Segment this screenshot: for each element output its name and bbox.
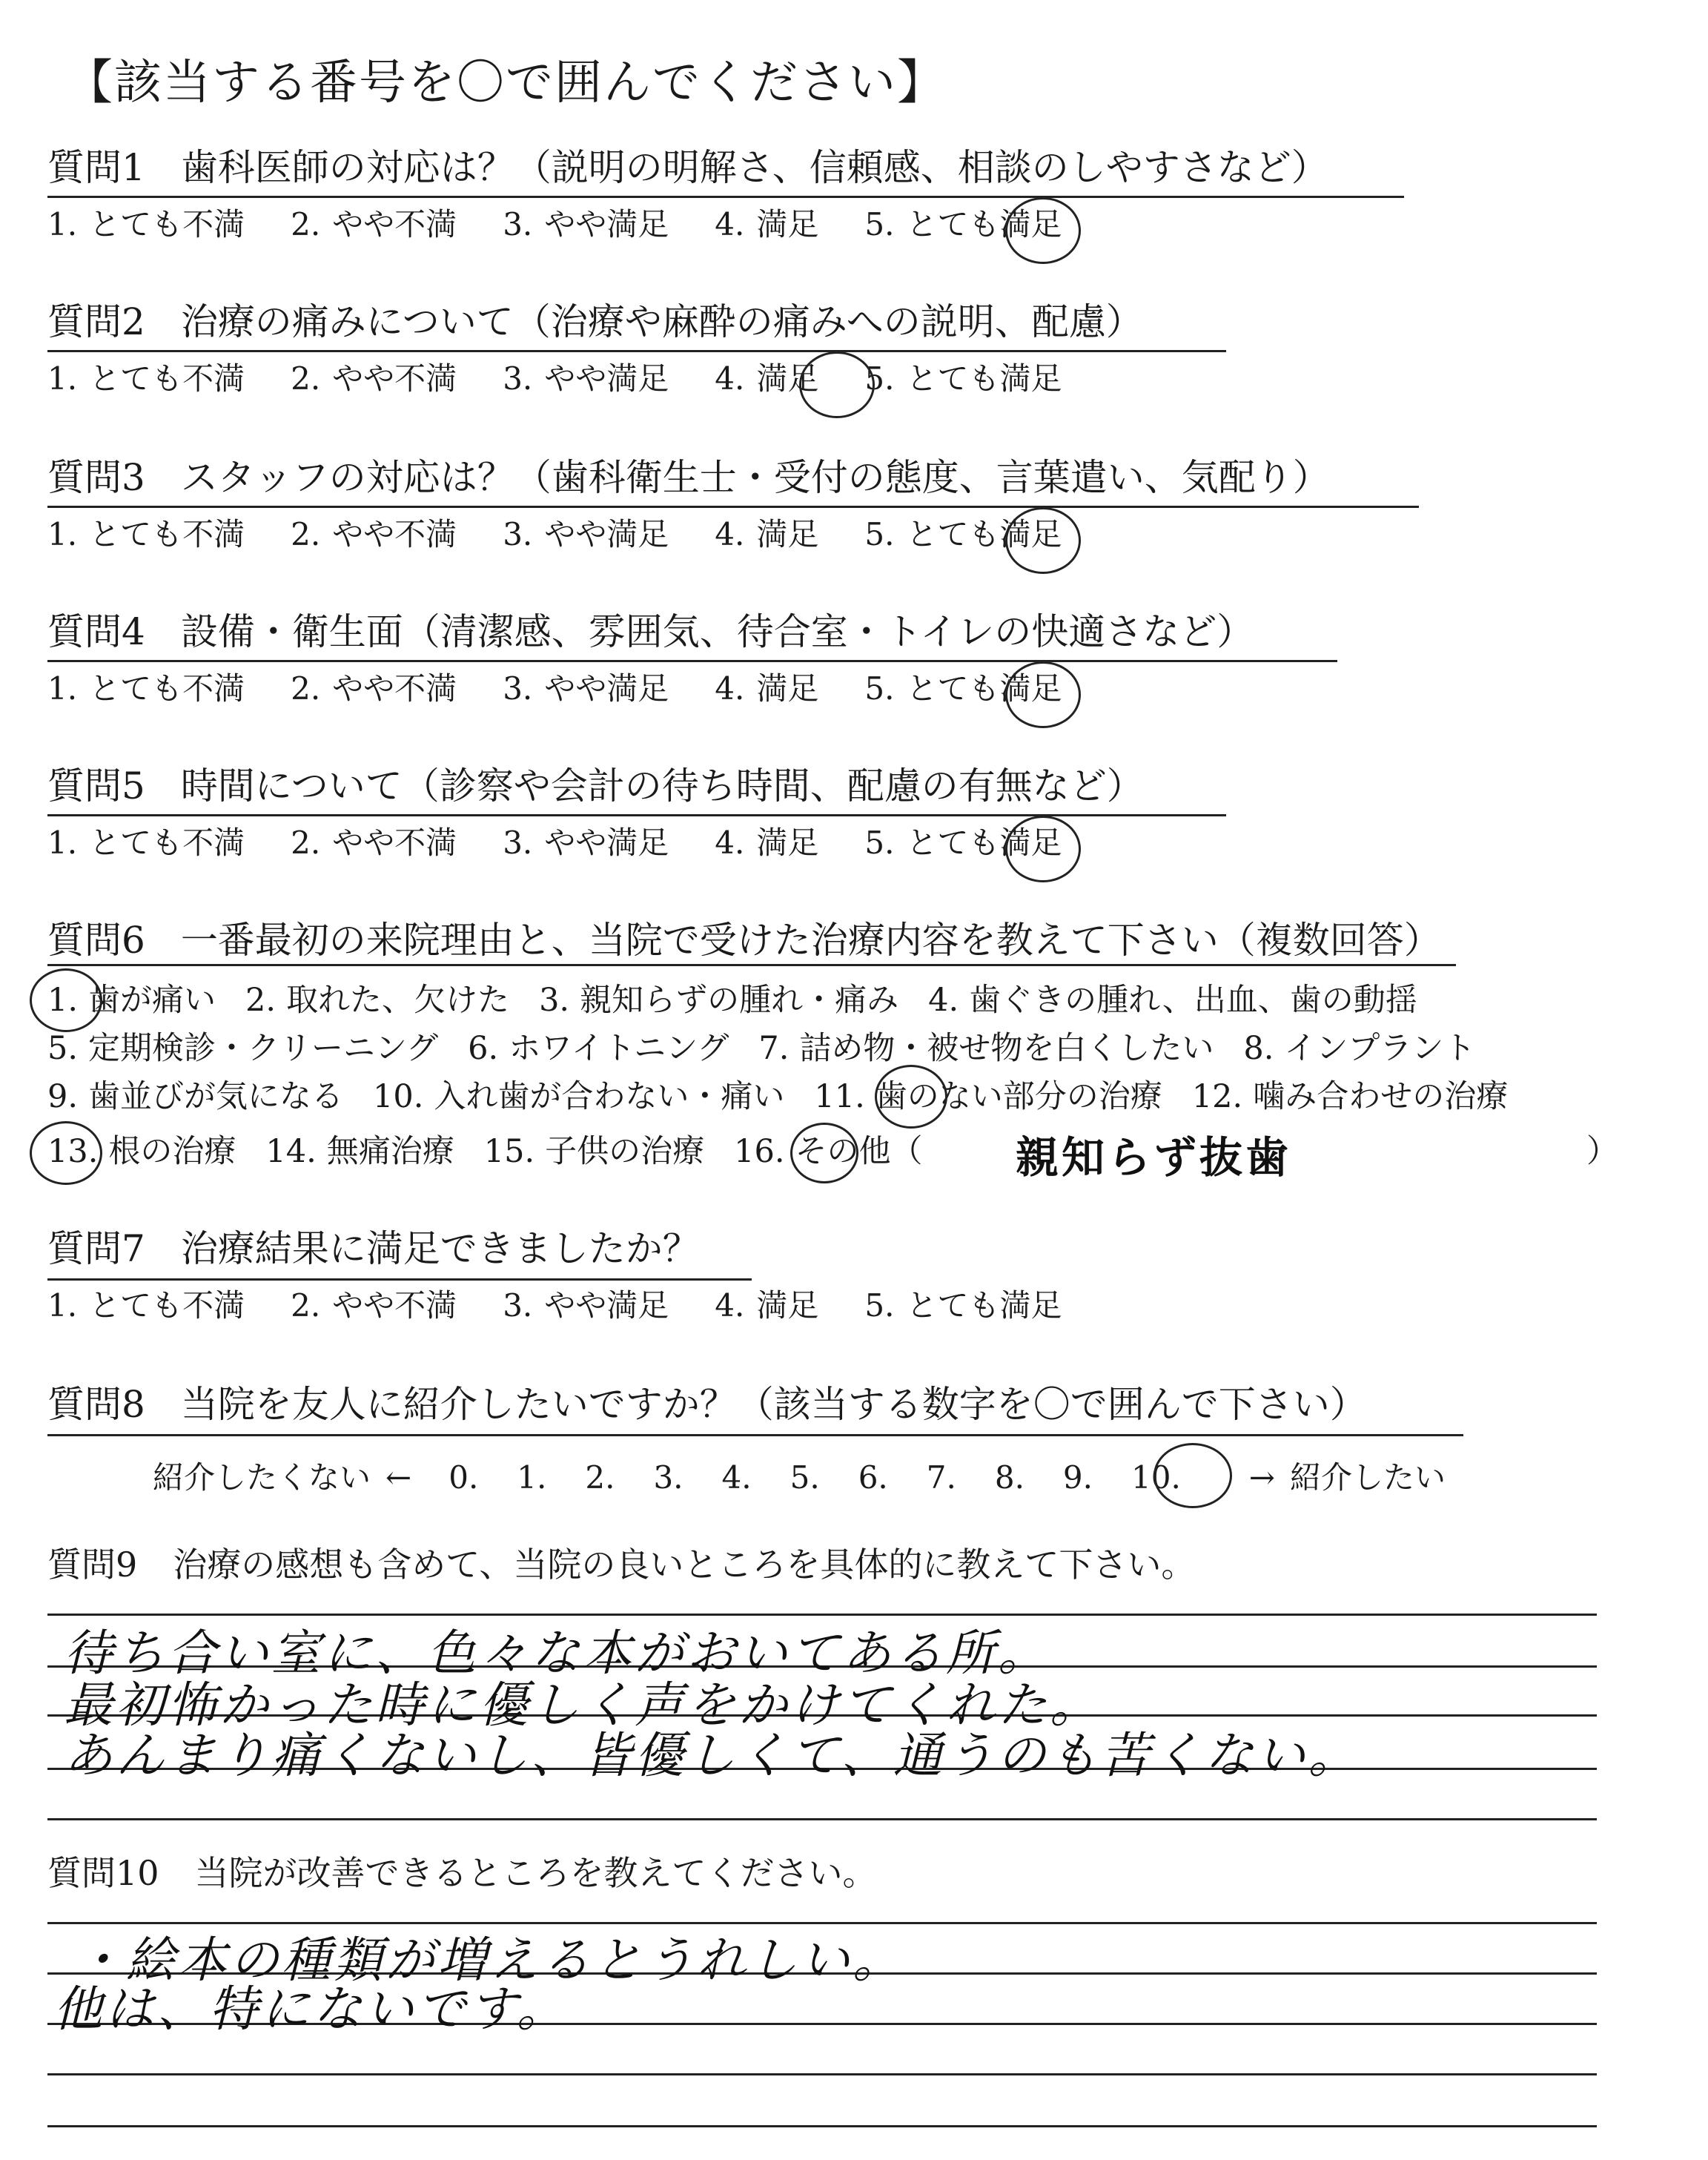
q8-title	[47, 1382, 1367, 1431]
q6-option-9[interactable]: 9. 歯並びが気になる	[47, 1078, 344, 1115]
q4-option-2[interactable]: 2. やや不満	[291, 670, 457, 707]
q8-right-arrow: →	[1248, 1459, 1275, 1496]
q8-scale-7[interactable]: 7.	[926, 1459, 956, 1496]
q5-label: 質問5	[47, 764, 145, 807]
q8-underline	[47, 1434, 1463, 1436]
q8-scale-9[interactable]: 9.	[1062, 1459, 1093, 1496]
q6-circle-1	[30, 968, 102, 1032]
q2-options	[47, 360, 1108, 397]
q9-label: 質問9	[47, 1545, 138, 1585]
q2-option-3[interactable]: 3. やや満足	[503, 360, 669, 397]
q6-other-handwritten: 親知らず抜歯	[1016, 1132, 1292, 1183]
q4-underline	[47, 660, 1337, 662]
q9-answer-line-2: 最初怖かった時に優しく声をかけてくれた。	[64, 1677, 1102, 1734]
q6-option-4[interactable]: 4. 歯ぐきの腫れ、出血、歯の動揺	[928, 982, 1417, 1019]
q8-right-label: 紹介したい	[1290, 1459, 1446, 1496]
q6-option-10[interactable]: 10. 入れ歯が合わない・痛い	[373, 1078, 785, 1115]
q6-row-2	[47, 1028, 1505, 1069]
q8-left-arrow: ←	[385, 1459, 412, 1496]
q8-scale-6[interactable]: 6.	[858, 1459, 888, 1496]
q7-underline	[47, 1278, 752, 1281]
q5-option-5[interactable]: 5. とても満足	[864, 825, 1062, 861]
page-title: 【該当する番号を〇で囲んでください】	[65, 56, 946, 110]
q6-row-3	[47, 1077, 1537, 1117]
q3-option-2[interactable]: 2. やや不満	[291, 516, 457, 552]
q10-rule-5	[47, 2125, 1597, 2127]
q1-option-2[interactable]: 2. やや不満	[291, 206, 457, 242]
q8-circle-10	[1153, 1443, 1232, 1508]
q4-option-3[interactable]: 3. やや満足	[503, 670, 669, 707]
q1-option-3[interactable]: 3. やや満足	[503, 206, 669, 242]
q7-title	[47, 1226, 700, 1275]
q1-option-5[interactable]: 5. とても満足	[864, 206, 1062, 242]
q10-answer-line-2: 他は、特にないです。	[53, 1981, 569, 2038]
q10-answer-line-1: ・絵本の種類が増えるとうれしい。	[74, 1932, 904, 1989]
q7-options	[47, 1287, 1108, 1324]
q6-option-8[interactable]: 8. インプラント	[1243, 1030, 1476, 1067]
q2-label: 質問2	[47, 300, 145, 343]
q3-options	[47, 516, 1108, 553]
q8-scale-10[interactable]: 10.	[1131, 1459, 1181, 1496]
q4-text: 設備・衛生面（清潔感、雰囲気、待合室・トイレの快適さなど）	[180, 610, 1254, 653]
q9-answer-line-3: あんまり痛くないし、皆優しくて、通うのも苦くない。	[64, 1727, 1360, 1784]
q7-label: 質問7	[47, 1227, 145, 1270]
q5-option-3[interactable]: 3. やや満足	[503, 825, 669, 861]
q6-option-2[interactable]: 2. 取れた、欠けた	[245, 982, 510, 1019]
q7-text: 治療結果に満足できましたか？	[180, 1227, 700, 1270]
q10-label: 質問10	[47, 1853, 159, 1893]
q8-scale-1[interactable]: 1.	[517, 1459, 547, 1496]
q3-option-1[interactable]: 1. とても不満	[47, 516, 245, 552]
q6-label: 質問6	[47, 919, 145, 962]
q6-option-16[interactable]: 16. その他（	[734, 1133, 923, 1170]
q6-circle-11	[875, 1065, 947, 1129]
q5-title	[47, 764, 1144, 813]
q8-scale-3[interactable]: 3.	[653, 1459, 683, 1496]
q3-title	[47, 455, 1330, 504]
q3-text: スタッフの対応は？（歯科衛生士・受付の態度、言葉遣い、気配り）	[180, 456, 1330, 499]
q5-option-4[interactable]: 4. 満足	[715, 825, 819, 861]
q6-option-12[interactable]: 12. 噛み合わせの治療	[1191, 1078, 1509, 1115]
q4-title	[47, 610, 1254, 658]
q6-row-1	[47, 980, 1447, 1020]
q6-option-13[interactable]: 13. 根の治療	[47, 1133, 236, 1170]
q2-text: 治療の痛みについて（治療や麻酔の痛みへの説明、配慮）	[180, 300, 1143, 343]
q6-title	[47, 918, 1441, 967]
q5-options	[47, 825, 1108, 862]
q3-option-3[interactable]: 3. やや満足	[503, 516, 669, 552]
q7-option-4[interactable]: 4. 満足	[715, 1287, 819, 1324]
q8-label: 質問8	[47, 1383, 145, 1426]
q5-selected-circle	[1005, 816, 1081, 882]
q1-label: 質問1	[47, 146, 145, 189]
q8-text: 当院を友人に紹介したいですか？（該当する数字を〇で囲んで下さい）	[180, 1383, 1367, 1426]
q5-option-2[interactable]: 2. やや不満	[291, 825, 457, 861]
q8-left-label: 紹介したくない	[153, 1459, 371, 1496]
q3-option-5[interactable]: 5. とても満足	[864, 516, 1062, 552]
q6-underline	[47, 964, 1456, 966]
q7-option-5[interactable]: 5. とても満足	[864, 1287, 1062, 1324]
q9-rule-5	[47, 1818, 1597, 1820]
q3-selected-circle	[1005, 507, 1081, 574]
q1-option-1[interactable]: 1. とても不満	[47, 206, 245, 242]
q6-text: 一番最初の来院理由と、当院で受けた治療内容を教えて下さい（複数回答）	[180, 919, 1441, 962]
q4-options	[47, 670, 1108, 707]
q6-close-paren: ）	[1586, 1133, 1618, 1170]
q4-option-5[interactable]: 5. とても満足	[864, 670, 1062, 707]
q10-rule-4	[47, 2073, 1597, 2075]
q1-text: 歯科医師の対応は？（説明の明解さ、信頼感、相談のしやすさなど）	[180, 146, 1328, 189]
q6-option-6[interactable]: 6. ホワイトニング	[468, 1030, 729, 1067]
q1-options	[47, 206, 1108, 243]
q9-answer-line-1: 待ち合い室に、色々な本がおいてある所。	[64, 1625, 1050, 1682]
q6-option-5[interactable]: 5. 定期検診・クリーニング	[47, 1030, 439, 1067]
q6-circle-16	[790, 1123, 858, 1183]
q8-scale	[153, 1453, 1446, 1498]
q1-option-4[interactable]: 4. 満足	[715, 206, 819, 242]
q10-text: 当院が改善できるところを教えてください。	[194, 1853, 877, 1893]
q9-text: 治療の感想も含めて、当院の良いところを具体的に教えて下さい。	[173, 1545, 1196, 1585]
q4-option-1[interactable]: 1. とても不満	[47, 670, 245, 707]
q8-scale-5[interactable]: 5.	[790, 1459, 820, 1496]
q6-circle-13	[30, 1121, 102, 1185]
q6-option-14[interactable]: 14. 無痛治療	[265, 1133, 454, 1170]
q2-title	[47, 300, 1143, 349]
q7-option-2[interactable]: 2. やや不満	[291, 1287, 457, 1324]
q2-option-4[interactable]: 4. 満足	[715, 360, 819, 397]
q6-option-7[interactable]: 7. 詰め物・被せ物を白くしたい	[758, 1030, 1214, 1067]
q6-option-15[interactable]: 15. 子供の治療	[483, 1133, 705, 1170]
q8-scale-8[interactable]: 8.	[994, 1459, 1025, 1496]
q10-title	[47, 1851, 877, 1900]
q2-option-1[interactable]: 1. とても不満	[47, 360, 245, 397]
q7-option-3[interactable]: 3. やや満足	[503, 1287, 669, 1324]
q1-title	[47, 145, 1328, 194]
q8-scale-4[interactable]: 4.	[721, 1459, 752, 1496]
q5-text: 時間について（診察や会計の待ち時間、配慮の有無など）	[180, 764, 1144, 807]
q4-option-4[interactable]: 4. 満足	[715, 670, 819, 707]
q5-option-1[interactable]: 1. とても不満	[47, 825, 245, 861]
q8-scale-0[interactable]: 0.	[448, 1459, 479, 1496]
q2-option-5[interactable]: 5. とても満足	[864, 360, 1062, 397]
q4-label: 質問4	[47, 610, 145, 653]
q9-title	[47, 1542, 1195, 1591]
q8-scale-2[interactable]: 2.	[585, 1459, 615, 1496]
q3-option-4[interactable]: 4. 満足	[715, 516, 819, 552]
q6-option-11[interactable]: 11. 歯のない部分の治療	[814, 1078, 1162, 1115]
q2-selected-circle	[799, 351, 875, 418]
q6-option-3[interactable]: 3. 親知らずの腫れ・痛み	[539, 982, 899, 1019]
q2-option-2[interactable]: 2. やや不満	[291, 360, 457, 397]
q6-option-1[interactable]: 1. 歯が痛い	[47, 982, 216, 1019]
q1-underline	[47, 196, 1404, 198]
q7-option-1[interactable]: 1. とても不満	[47, 1287, 245, 1324]
q3-underline	[47, 506, 1419, 508]
q1-selected-circle	[1005, 197, 1081, 264]
q3-label: 質問3	[47, 456, 145, 499]
q2-underline	[47, 350, 1226, 352]
q4-selected-circle	[1005, 661, 1081, 728]
